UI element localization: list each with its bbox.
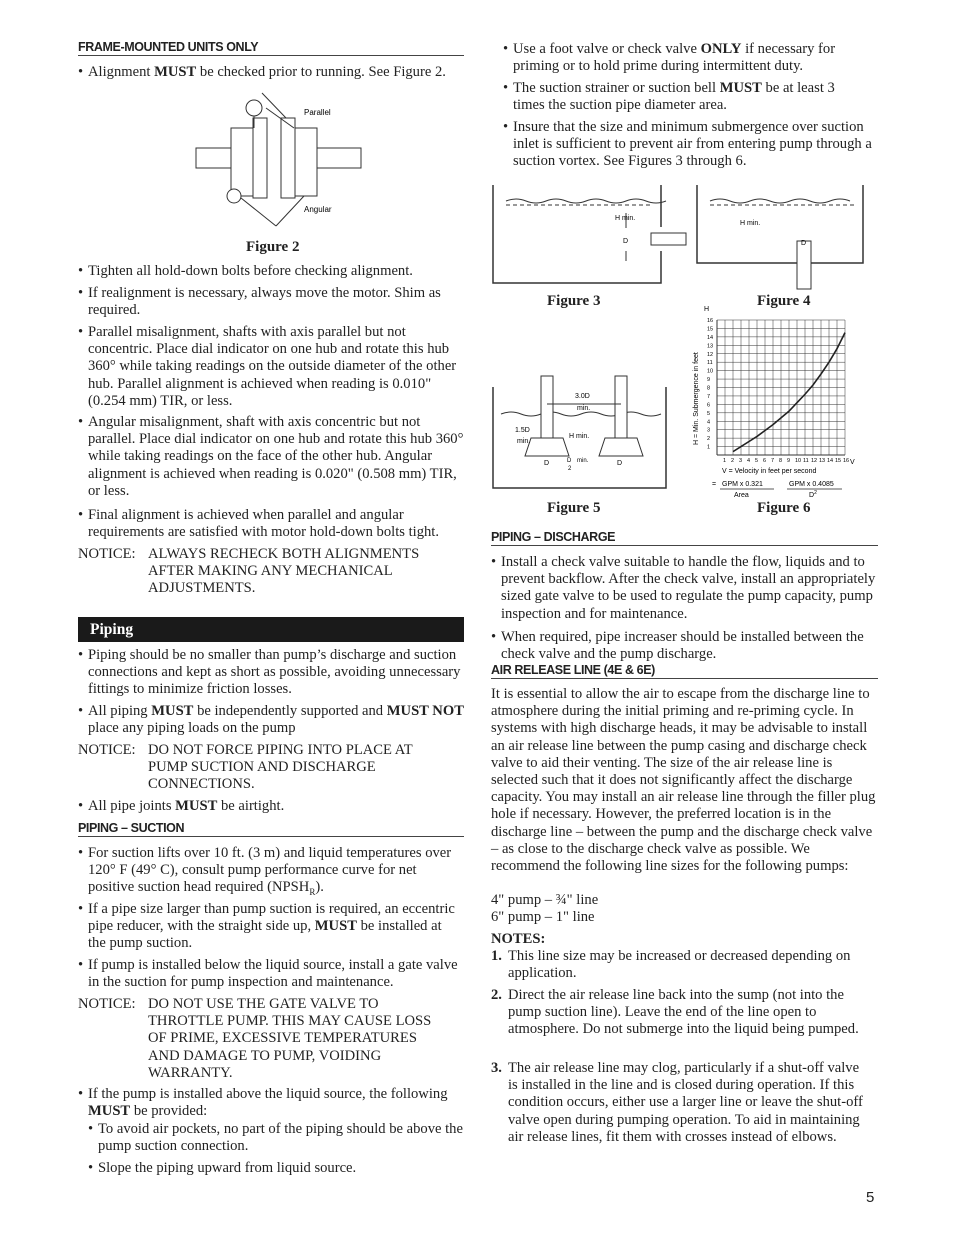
heading-piping-discharge: PIPING – DISCHARGE [491,530,878,546]
bullet-angular: • Angular misalignment, shaft with axis concentric but not parallel. Place dial indicator on one hub and rotate this hub 360° while taking readings on the face of the other hub. Angular alignment is achieved when reading is 0.020" (0.508 mm) TIR, or less. [78,414,468,500]
x-tick-label: 3 [739,458,743,464]
x-tick-label: 13 [819,458,826,464]
y-tick-label: 1 [707,444,711,451]
x-tick-label: 2 [731,458,735,464]
bullet-increaser: • When required, pipe increaser should be installed between the check valve and the pump discharge. [491,629,876,663]
angular-label: Angular [304,205,332,214]
x-tick-label: 9 [787,458,791,464]
bullet-foot-valve: • Use a foot valve or check valve ONLY if necessary for priming or to hold prime during intermittent duty. [503,41,863,75]
y-tick-label: 5 [707,410,711,417]
heading-piping-suction: PIPING – SUCTION [78,821,464,837]
gpm-area: GPM x 0.321 [722,481,763,488]
bullet-parallel: • Parallel misalignment, shafts with axis parallel but not concentric. Place dial indicator on one hub and rotate this hub 360° while taking readings on the outside diameter of the other hub. Parallel alignment is achieved when reading is 0.010" (0.254 mm) TIR, or less. [78,324,468,410]
y-tick-label: 10 [707,368,714,375]
line-size-4in: 4" pump – ¾" line [491,892,599,908]
notice-gate-valve: NOTICE: DO NOT USE THE GATE VALVE TO THROTTLE PUMP. THIS MAY CAUSE LOSS OF PRIME, EXCESSIVE TEMPERATURES AND DAMAGE TO PUMP, VOIDING WARRANTY. [78,996,432,1081]
gpm-d2: GPM x 0.4085 [789,481,834,488]
y-tick-label: 3 [707,427,711,434]
fig5-min-c: min. [577,458,589,464]
bullet-piping-support: • All piping MUST be independently supported and MUST NOT place any piping loads on the pump [78,703,468,737]
eq-sign: = [712,481,717,488]
x-tick-label: 6 [763,458,767,464]
d2-label: $D^2$ [809,490,817,499]
heading-air-release: AIR RELEASE LINE (4E & 6E) [491,663,878,679]
x-tick-label: 10 [795,458,802,464]
fig5-d-left: D [544,460,550,467]
x-tick-label: 11 [803,458,809,464]
fig5-min-b: min. [517,438,531,445]
bullet-realign: • If realignment is necessary, always move the motor. Shim as required. [78,285,458,319]
axis-v-label: V [850,459,855,466]
y-tick-label: 12 [707,351,714,358]
bullet-check-valve: • Install a check valve suitable to handle the flow, liquids and to prevent backflow. After the check valve, install an appropriately sized gate valve to be used to regulate the pump capacity, pump inspection and for maintenance. [491,554,876,623]
bullet-airtight: • All pipe joints MUST be airtight. [78,798,468,815]
y-tick-label: 13 [707,343,714,350]
x-tick-label: 1 [723,458,727,464]
fig5-30d: 3.0D [575,393,590,400]
line-size-6in: 6" pump – 1" line [491,909,595,925]
bullet-air-pockets: • To avoid air pockets, no part of the piping should be above the pump suction connection. [88,1121,470,1155]
figure-5-caption: Figure 5 [547,500,601,516]
area-label: Area [734,492,749,499]
y-tick-label: 16 [707,318,714,324]
y-tick-label: 2 [707,436,711,443]
x-tick-label: 12 [811,458,818,464]
bullet-tighten: • Tighten all hold-down bolts before checking alignment. [78,263,468,280]
notice-force-piping: NOTICE: DO NOT FORCE PIPING INTO PLACE AT PUMP SUCTION AND DISCHARGE CONNECTIONS. [78,742,413,793]
section-bar-piping: Piping [78,617,464,642]
fig5-d-right: D [617,460,623,467]
bullet-final: • Final alignment is achieved when parallel and angular requirements are satisfied with motor hold-down bolts tight. [78,507,468,541]
y-axis-title: H = Min. Submergence in feet [693,352,700,445]
fig5-hmin: H min. [569,433,590,440]
fig5-two: 2 [568,466,572,472]
x-tick-label: 14 [827,458,834,464]
bullet-submergence: • Insure that the size and minimum submergence over suction inlet is sufficient to prevent air from entering pump through a suction vortex. See Figures 3 through 6. [503,119,873,171]
bullet-piping-size: • Piping should be no smaller than pump’s discharge and suction connections and kept as short as possible, avoiding unnecessary fittings to minimize friction losses. [78,647,468,699]
fig5-15d: 1.5D [515,427,530,434]
bullet-strainer: • The suction strainer or suction bell MUST be at least 3 times the suction pipe diameter area. [503,80,863,114]
x-tick-label: 8 [779,458,783,464]
axis-h-label: H [704,306,710,313]
bullet-suction-lift: • For suction lifts over 10 ft. (3 m) and liquid temperatures over 120° F (49° C), consult pump performance curve for net positive suction head required $(NPSH_R)$. [78,845,463,902]
y-tick-label: 14 [707,334,714,341]
fig5-dhalf: D [567,458,572,464]
y-tick-label: 4 [707,419,711,426]
y-tick-label: 8 [707,385,711,392]
fig5-min-a: min. [577,405,591,412]
figure-4-diagram [695,183,875,293]
heading-frame-mounted: FRAME-MOUNTED UNITS ONLY [78,40,464,56]
y-tick-label: 9 [707,377,711,384]
bullet-above-source: • If the pump is installed above the liquid source, the following MUST be provided: [78,1086,473,1120]
x-tick-label: 4 [747,458,751,464]
y-tick-label: 7 [707,393,711,400]
y-tick-label: 6 [707,402,711,409]
page-number: 5 [866,1189,875,1206]
notes-title: NOTES: [491,931,546,947]
air-release-paragraph: It is essential to allow the air to escape from the discharge line to atmosphere during the initial priming and re-priming cycle. In systems with high discharge heads, it may be advisable to install an air release line between the pump casing and discharge check valve to aid their venting. The size of the air release line is selected such that it does not significantly affect the discharge capacity. You may install an air release line through the filler plug hole if necessary. However, the preferred location is in the discharge line – between the pump and the discharge check valve – as close to the discharge check valve as possible. We recommend the following line sizes for the following pumps: [491,686,876,875]
figure-6-caption: Figure 6 [757,500,811,516]
x-tick-label: 15 [835,458,842,464]
x-axis-definition: V = Velocity in feet per second [722,468,817,475]
notice-recheck: NOTICE: ALWAYS RECHECK BOTH ALIGNMENTS AFTER MAKING ANY MECHANICAL ADJUSTMENTS. [78,546,420,597]
bullet-gate-valve: • If pump is installed below the liquid source, install a gate valve in the suction for pump inspection and maintenance. [78,957,468,991]
figure-4-caption: Figure 4 [757,293,811,309]
figure-2-coupling-diagram [186,88,366,238]
figure-3-diagram [491,183,691,288]
figure-5-diagram [491,372,691,492]
x-tick-label: 16 [843,458,850,464]
fig3-d: D [623,238,629,245]
figure-6-chart [690,300,870,500]
figure-3-caption: Figure 3 [547,293,601,309]
bullet-eccentric-reducer: • If a pipe size larger than pump suction is required, an eccentric pipe reducer, with the straight side up, MUST be installed at the pump suction. [78,901,458,953]
fig4-d: D [801,240,807,247]
x-tick-label: 5 [755,458,759,464]
x-tick-label: 7 [771,458,775,464]
fig4-hmin: H min. [740,220,761,227]
bullet-alignment: • Alignment MUST be checked prior to running. See Figure 2. [78,64,478,81]
y-tick-label: 15 [707,326,714,333]
fig3-hmin: H min. [615,215,636,222]
parallel-label: Parallel [304,108,331,117]
y-tick-label: 11 [707,360,713,367]
bullet-slope: • Slope the piping upward from liquid source. [88,1160,470,1177]
figure-2-caption: Figure 2 [246,239,300,255]
